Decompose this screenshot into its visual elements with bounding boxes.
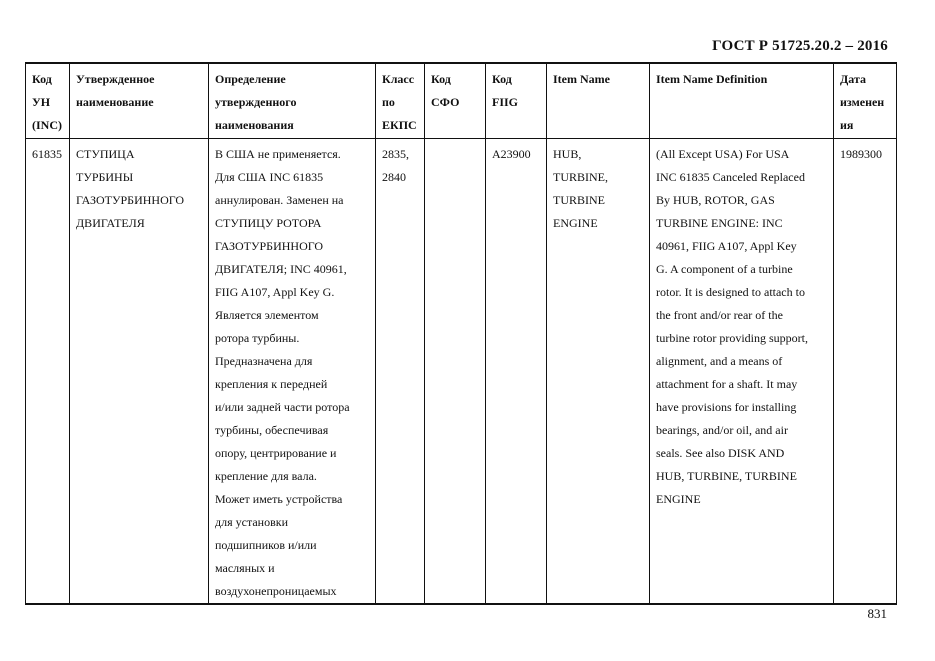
header-item-name-definition [650,63,834,139]
document-title: ГОСТ Р 51725.20.2 – 2016 [712,38,888,54]
cell-text-line: ДВИГАТЕЛЯ; INC 40961, [215,262,347,276]
cell-text-line: и/или задней части ротора [215,400,350,414]
header-text-line: утвержденного [215,95,297,109]
cell-text-line: аннулирован. Заменен на [215,193,344,207]
cell-text-line: масляных и [215,561,275,575]
cell-text-line: ENGINE [553,216,598,230]
cell-text-line: A23900 [492,147,531,161]
cell-text-line: TURBINE [553,193,605,207]
cell-text-line: ТУРБИНЫ [76,170,134,184]
header-row [26,63,897,139]
cell-text-line: INC 61835 Canceled Replaced [656,170,805,184]
cell-text-line: the front and/or rear of the [656,308,783,322]
cell-text-line: rotor. It is designed to attach to [656,285,805,299]
header-text-line: наименования [215,118,294,132]
catalog-table [25,62,897,605]
cell-text-line: ГАЗОТУРБИННОГО [76,193,185,207]
cell-text-line: крепления к передней [215,377,328,391]
cell-text-line: FIIG A107, Appl Key G. [215,285,335,299]
header-text-line: (INC) [32,118,62,132]
cell-text-line: TURBINE ENGINE: INC [656,216,783,230]
header-change-date [834,63,897,139]
cell-text-line: крепление для вала. [215,469,317,483]
cell-text-line: attachment for a shaft. It may [656,377,798,391]
header-fiig-code [486,63,547,139]
cell-text-line: ENGINE [656,492,701,506]
cell-text-line: подшипников и/или [215,538,317,552]
cell-text-line: Может иметь устройства [215,492,343,506]
header-text-line: ия [840,118,854,132]
header-text-line: по [382,95,395,109]
header-inc-code [26,63,70,139]
cell-fiig-code [486,139,547,605]
cell-text-line: (All Except USA) For USA [656,147,790,161]
header-text-line: Код [492,72,512,86]
header-sfo-code [425,63,486,139]
header-approved-name [70,63,209,139]
header-text-line: ЕКПС [382,118,417,132]
header-text-line: FIIG [492,95,519,109]
cell-item-name [547,139,650,605]
cell-text-line: 61835 [32,147,62,161]
table-row [26,139,897,605]
header-item-name [547,63,650,139]
cell-text-line: G. A component of a turbine [656,262,793,276]
cell-text-line: для установки [215,515,288,529]
header-text-line: Класс [382,72,415,86]
cell-text-line: опору, центрирование и [215,446,337,460]
header-text-line: СФО [431,95,460,109]
header-text-line: Дата [840,72,866,86]
cell-text-line: воздухонепроницаемых [215,584,337,598]
header-text-line: Item Name Definition [656,72,768,86]
cell-text-line: Предназначена для [215,354,313,368]
cell-text-line: 2835, [382,147,409,161]
cell-text-line: ДВИГАТЕЛЯ [76,216,145,230]
cell-name-definition [209,139,376,605]
cell-text-line: turbine rotor providing support, [656,331,808,345]
cell-text-line: ротора турбины. [215,331,300,345]
cell-text-line: СТУПИЦУ РОТОРА [215,216,322,230]
header-name-definition [209,63,376,139]
cell-text-line: have provisions for installing [656,400,797,414]
cell-inc-code [26,139,70,605]
cell-text-line: Для США INC 61835 [215,170,324,184]
cell-text-line: 2840 [382,170,406,184]
header-fsc-class [376,63,425,139]
header-text-line: Утвержденное [76,72,155,86]
cell-approved-name [70,139,209,605]
cell-text-line: HUB, [553,147,582,161]
cell-text-line: 40961, FIIG A107, Appl Key [656,239,797,253]
cell-item-name-definition [650,139,834,605]
header-text-line: изменен [840,95,885,109]
cell-text-line: турбины, обеспечивая [215,423,329,437]
cell-text-line: Является элементом [215,308,319,322]
header-text-line: Item Name [553,72,610,86]
cell-text-line: alignment, and a means of [656,354,783,368]
cell-text-line: HUB, TURBINE, TURBINE [656,469,797,483]
cell-fsc-class [376,139,425,605]
cell-text-line: СТУПИЦА [76,147,135,161]
cell-text-line: bearings, and/or oil, and air [656,423,788,437]
cell-text-line: ГАЗОТУРБИННОГО [215,239,324,253]
cell-change-date [834,139,897,605]
cell-text-line: В США не применяется. [215,147,341,161]
cell-text-line: seals. See also DISK AND [656,446,785,460]
cell-text-line: 1989300 [840,147,882,161]
cell-text-line: TURBINE, [553,170,608,184]
cell-sfo-code [425,139,486,605]
header-text-line: Код [32,72,52,86]
cell-text-line: By HUB, ROTOR, GAS [656,193,775,207]
header-text-line: Определение [215,72,286,86]
header-text-line: Код [431,72,451,86]
header-text-line: УН [32,95,51,109]
header-text-line: наименование [76,95,154,109]
page-number: 831 [867,606,887,621]
